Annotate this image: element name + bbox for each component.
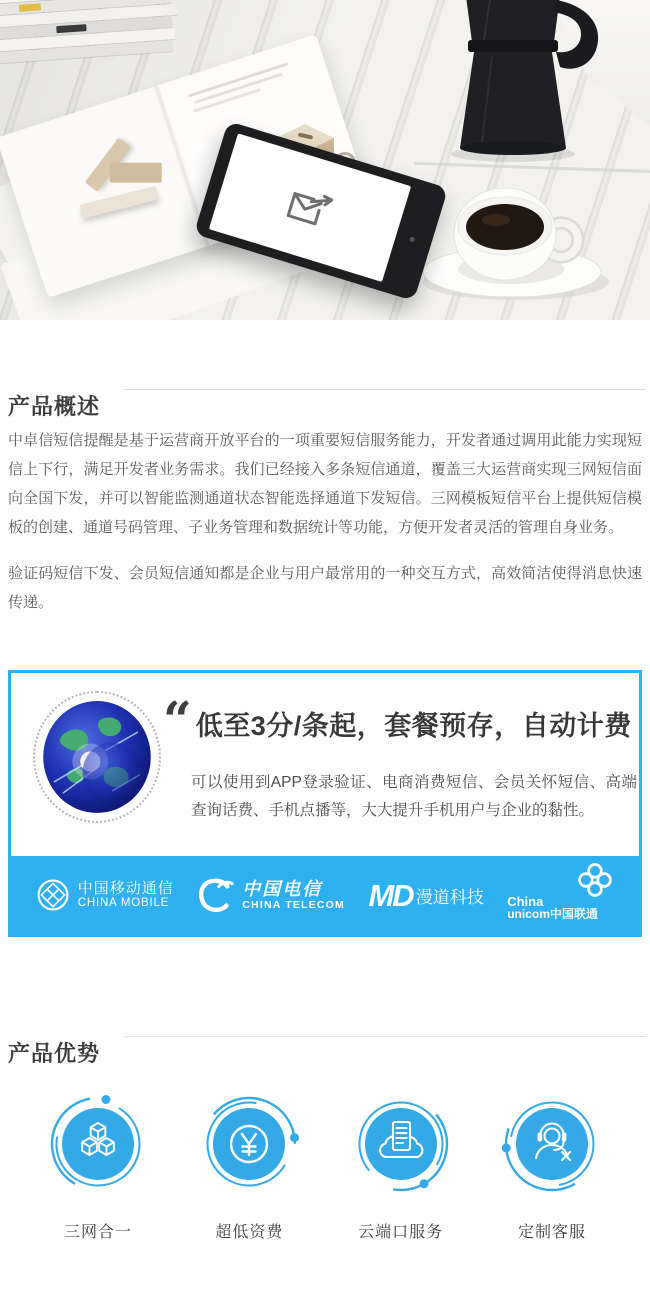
overview-paragraph-2: 验证码短信下发、会员短信通知都是企业与用户最常用的一种交互方式，高效简洁使得消息快速传递。: [8, 565, 642, 611]
magazine-photo-shape: [80, 186, 159, 218]
mandao-logo: MD: [368, 877, 413, 913]
partner-name-en: CHINA TELECOM: [242, 899, 345, 912]
magazine-text-line: [188, 62, 288, 97]
feature-label: 三网合一: [63, 1224, 132, 1241]
china-mobile-logo: [35, 877, 71, 913]
cubes-icon: [48, 1094, 148, 1194]
globe-network-image: [33, 691, 161, 823]
partner-name-cn: unicom中国联通: [507, 907, 598, 922]
cloud-server-icon: [351, 1094, 451, 1194]
quote-mark-icon: “: [163, 690, 192, 749]
partner-name-cn: 中国移动通信: [77, 879, 174, 897]
promo-description: 可以使用到APP登录验证、电商消费短信、会员关怀短信、高端查询话费、手机点播等，大大提升手机用户与企业的黏性。: [191, 774, 637, 819]
feature-tri-network: [28, 1094, 168, 1242]
advantages-title: 产品优势: [8, 1041, 101, 1067]
overview-divider: [124, 389, 646, 390]
magazine-accent: [19, 3, 41, 12]
advantages-divider: [124, 1036, 646, 1037]
feature-label: 超低资费: [215, 1224, 284, 1241]
moka-pot: [428, 0, 610, 168]
magazine-stack: [0, 0, 190, 65]
carrier-logo-bar: [11, 856, 639, 934]
partner-name-cn: 中国电信: [242, 878, 323, 899]
tablet-camera: [409, 236, 415, 242]
customer-service-icon: [502, 1094, 602, 1194]
partner-name-cn: 漫道科技: [415, 887, 484, 907]
feature-list: [28, 1094, 622, 1242]
yuan-coin-icon: [199, 1094, 299, 1194]
partner-mandao: [368, 877, 484, 913]
feature-cloud-port: [331, 1094, 471, 1242]
partner-china-unicom: [507, 868, 615, 922]
partner-name-en: CHINA MOBILE: [77, 897, 170, 910]
overview-paragraph-1: 中卓信短信提醒是基于运营商开放平台的一项重要短信服务能力，开发者通过调用此能力实现短信上下行，满足开发者业务需求。我们已经接入多条短信通道，覆盖三大运营商实现三网短信面向全国下发，并可以智能监测通道状态智能选择通道下发短信。三网模板短信平台上提供短信模板的创建、通道号码管理、子业务管理和数据统计等功能，方便开发者灵活的管理自身业务。: [8, 432, 642, 536]
hero-photo: [0, 0, 650, 320]
magazine-photo-shape: [110, 163, 162, 183]
promo-headline: 低至3分/条起，套餐预存，自动计费: [195, 711, 632, 741]
overview-title: 产品概述: [8, 394, 101, 420]
globe-illustration: [41, 699, 153, 815]
feature-label: 定制客服: [517, 1224, 586, 1241]
partner-name-en: China: [507, 893, 544, 909]
partner-china-mobile: [35, 877, 174, 913]
envelope-send-icon: [282, 183, 337, 233]
pricing-promo-box: [8, 670, 642, 937]
feature-label: 云端口服务: [358, 1224, 444, 1241]
magazine-accent: [56, 24, 86, 33]
feature-custom-support: [482, 1094, 622, 1242]
partner-china-telecom: [197, 876, 345, 914]
china-telecom-logo: [197, 876, 235, 914]
promo-headline-row: [163, 690, 632, 749]
feature-low-rates: [179, 1094, 319, 1242]
